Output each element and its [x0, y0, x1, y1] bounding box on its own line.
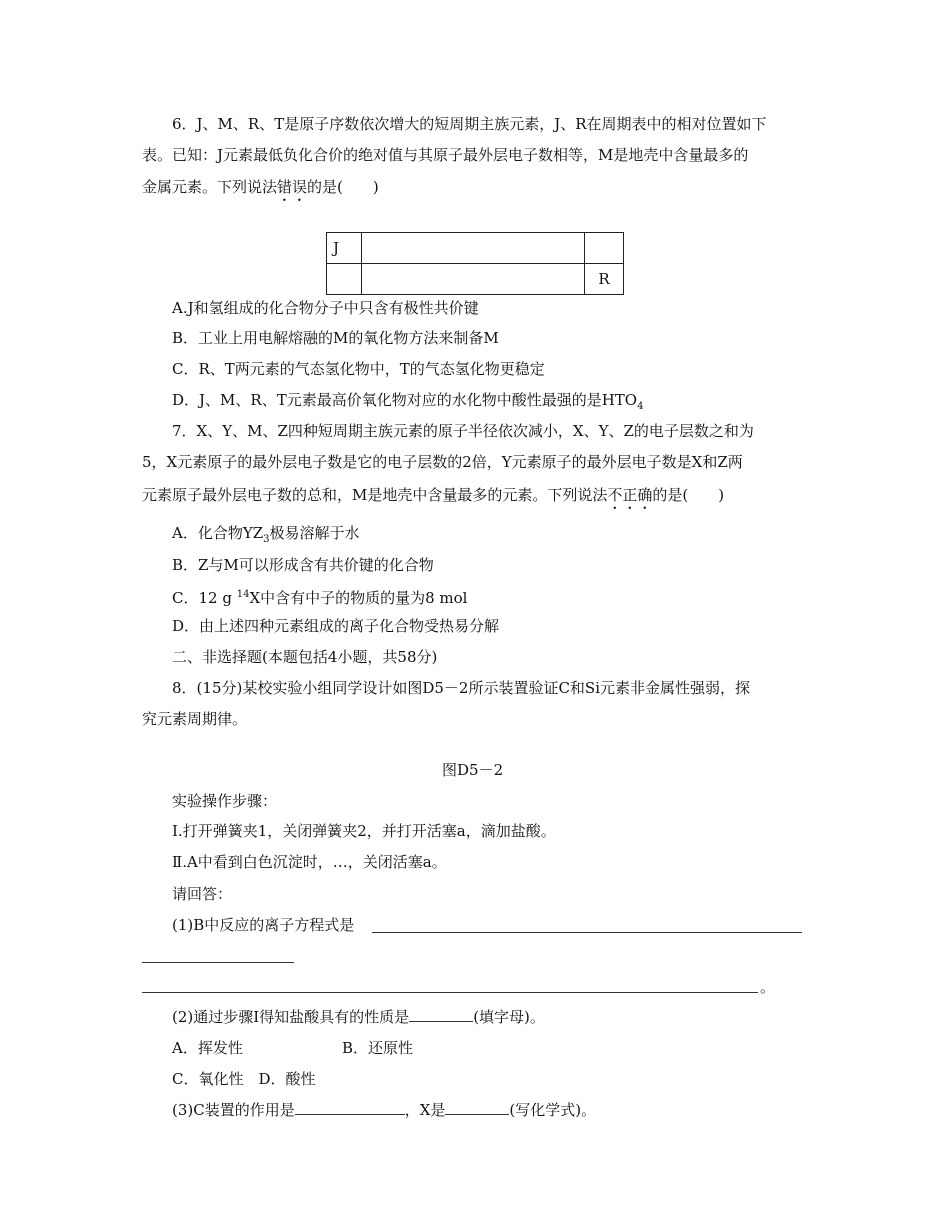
q7-line3-pre: 元素原子最外层电子数的总和，M是地壳中含量最多的元素。下列说法: [142, 486, 608, 504]
q6-option-d: [172, 390, 643, 417]
q8-sub2: [172, 1007, 545, 1027]
q8-sub2-option-cd: C．氧化性 D．酸性: [172, 1070, 316, 1088]
q6-option-d-sub: 4: [637, 401, 644, 412]
section-heading: 二、非选择题(本题包括4小题，共58分): [172, 648, 438, 666]
q6-option-a: A.J和氢组成的化合物分子中只含有极性共价键: [172, 299, 479, 317]
q6-option-d-text: D．J、M、R、T元素最高价氧化物对应的水化物中酸性最强的是HTO: [172, 391, 638, 409]
q7-option-a-sub: 3: [263, 534, 270, 545]
q6-emphasis: 错误: [277, 178, 308, 196]
q8-step-2: Ⅱ.A中看到白色沉淀时，…，关闭活塞a。: [172, 853, 447, 871]
answer-blank-line: [142, 992, 758, 993]
q8-sub2-pre: (2)通过步骤Ⅰ得知盐酸具有的性质是: [172, 1008, 410, 1026]
q8-sub3-mid: ，X是: [404, 1101, 446, 1119]
q8-sub2-option-b: B．还原性: [342, 1039, 414, 1057]
table-cell-empty: [327, 264, 362, 295]
q7-emphasis: 不正确: [607, 486, 653, 504]
q6-line2: 表。已知：J元素最低负化合价的绝对值与其原子最外层电子数相等，M是地壳中含量最多的: [142, 146, 749, 164]
q8-sub2-option-a: A．挥发性: [172, 1039, 243, 1057]
q7-option-a-post: 极易溶解于水: [269, 524, 360, 542]
q8-sub1-end: 。: [760, 978, 776, 996]
table-cell-j: J: [327, 233, 362, 264]
q7-option-c: [172, 585, 467, 608]
q7-option-a: [172, 523, 360, 550]
table-cell-empty: [362, 264, 585, 295]
q7-line2: 5，X元素原子的最外层电子数是它的电子层数的2倍，Y元素原子的最外层电子数是X和Z两: [142, 453, 743, 471]
q7-line1: 7．X、Y、M、Z四种短周期主族元素的原子半径依次减小，X、Y、Z的电子层数之和为: [172, 422, 754, 440]
q8-line1: 8．(15分)某校实验小组同学设计如图D5－2所示装置验证C和Si元素非金属性强弱，探: [172, 679, 751, 697]
table-cell-empty: [362, 233, 585, 264]
q7-option-c-post: X中含有中子的物质的量为8 mol: [249, 589, 468, 607]
q6-line3: [142, 177, 379, 205]
q8-sub3: [172, 1100, 596, 1120]
answer-blank: [445, 1100, 509, 1115]
figure-caption: 图D5－2: [442, 761, 504, 779]
q7-option-a-pre: A．化合物YZ: [172, 524, 264, 542]
q8-sub3-pre: (3)C装置的作用是: [172, 1101, 295, 1119]
q7-line3: [142, 485, 724, 513]
q7-option-d: D．由上述四种元素组成的离子化合物受热易分解: [172, 617, 500, 635]
q8-line2: 究元素周期律。: [142, 710, 248, 728]
table-cell-empty: [585, 233, 624, 264]
q8-sub3-post: (写化学式)。: [509, 1101, 597, 1119]
q8-steps-title: 实验操作步骤：: [172, 792, 278, 810]
q7-line3-post: 的是( ): [652, 486, 725, 504]
answer-blank: [409, 1007, 473, 1022]
q7-option-c-pre: C．12 g: [172, 589, 237, 607]
table-cell-r: R: [585, 264, 624, 295]
q8-sub1: (1)B中反应的离子方程式是: [172, 916, 355, 934]
q7-option-b: B．Z与M可以形成含有共价键的化合物: [172, 556, 434, 574]
q6-option-b: B．工业上用电解熔融的M的氧化物方法来制备M: [172, 329, 499, 347]
q8-step-1: Ⅰ.打开弹簧夹1，关闭弹簧夹2，并打开活塞a，滴加盐酸。: [172, 822, 556, 840]
q8-answer-prompt: 请回答：: [172, 885, 233, 903]
q8-sub2-post: (填字母)。: [473, 1008, 545, 1026]
q6-line3-pre: 金属元素。下列说法: [142, 178, 278, 196]
periodic-position-table: [326, 232, 624, 295]
q6-line3-post: 的是( ): [307, 178, 379, 196]
q6-line1: 6．J、M、R、T是原子序数依次增大的短周期主族元素，J、R在周期表中的相对位置如下: [172, 115, 767, 133]
answer-blank-line: [372, 932, 802, 933]
answer-blank: [295, 1100, 405, 1115]
q6-option-c: C．R、T两元素的气态氢化物中，T的气态氢化物更稳定: [172, 360, 545, 378]
answer-blank-line: [142, 962, 294, 963]
q7-option-c-sup: 14: [236, 589, 250, 600]
